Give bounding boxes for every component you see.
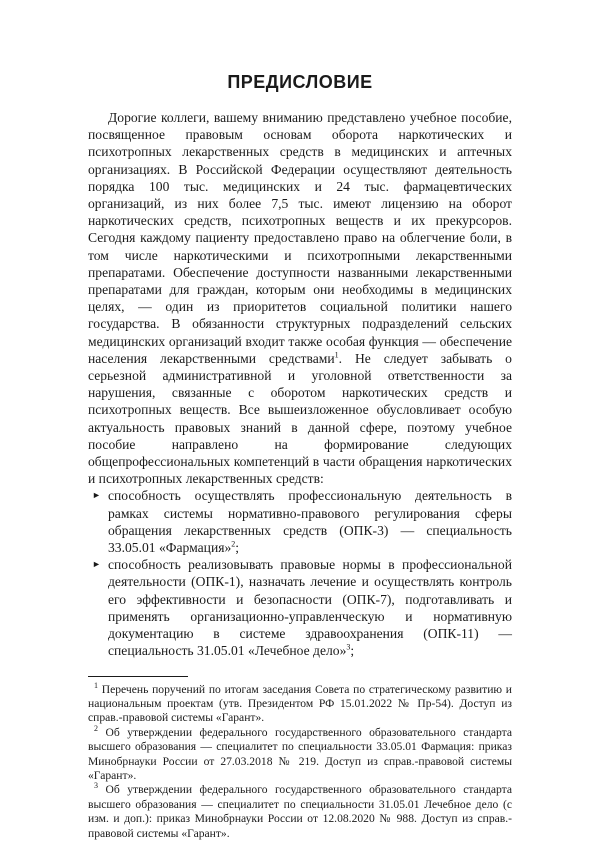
footnote-num: 2	[94, 723, 98, 733]
competency-end: ;	[235, 540, 240, 556]
triangle-bullet-icon: ►	[92, 559, 101, 570]
competency-text: способность реализовывать правовые нормы в профессиональной деятельности (ОПК-1), назначать лечение и осуществлять контроль его эффективности и безопасности (ОПК-7), подготавливать и применять организационно-управленческую и нормативную документацию в системе здравоохранения (ОПК-11) — специальность 31.05.01 «Лечебное дело»	[108, 557, 512, 659]
footnote-text: Об утверждении федерального государственного образовательного стандарта высшего образования — специалитет по специальности 33.05.01 Фармация: приказ Минобрнауки России от 27.03.2018 № 219. Доступ из справ.-правовой системы «Гарант».	[88, 725, 512, 782]
page-title: ПРЕДИСЛОВИЕ	[227, 72, 373, 92]
footnote-ref-1: 1	[334, 350, 339, 360]
list-item	[88, 556, 512, 659]
list-item	[88, 487, 512, 556]
intro-paragraph-part2: . Не следует забывать о серьезной административной и уголовной ответственности за нарушения, связанные с оборотом наркотических средств и психотропных веществ. Все вышеизложенное обусловливает особую актуальность правовых знаний в данной сфере, поэтому учебное пособие направлено на формирование следующих общепрофессиональных компетенций в части обращения наркотических и психотропных лекарственных средств:	[88, 350, 512, 487]
footnote-1	[88, 680, 512, 726]
footnote-ref-3: 3	[346, 642, 351, 652]
footnotes	[88, 680, 512, 841]
footnote-separator	[88, 676, 188, 677]
footnote-text: Об утверждении федерального государственного образовательного стандарта высшего образования — специалитет по специальности 31.05.01 Лечебное дело (с изм. и доп.): приказ Минобрнауки России от 12.08.2020 № 988. Доступ из справ.-правовой системы «Гарант».	[88, 783, 512, 840]
footnote-num: 3	[94, 781, 98, 791]
competency-end: ;	[350, 643, 355, 659]
main-text	[88, 109, 512, 660]
intro-paragraph-part1: Дорогие коллеги, вашему вниманию представлено учебное пособие, посвященное правовым основам оборота наркотических и психотропных лекарственных средств в медицинских и аптечных организациях. В Российской Федерации осуществляют деятельность порядка 100 тыс. медицинских и 24 тыс. фармацевтических организаций, из них более 7,5 тыс. имеют лицензию на оборот наркотических средств, психотропных веществ и их прекурсоров. Сегодня каждому пациенту предоставлено право на облегчение боли, в том числе наркотическими и психотропными лекарственными препаратами. Обеспечение доступности названными лекарственными препаратами для граждан, которым они необходимы в медицинских целях, — один из приоритетов социальной политики нашего государства. В обязанности структурных подразделений сельских медицинских организаций входит также особая функция — обеспечение населения лекарственными средствами	[88, 110, 512, 366]
footnote-num: 1	[94, 680, 98, 690]
intro-paragraph	[88, 109, 512, 487]
competency-text: способность осуществлять профессиональную деятельность в рамках системы нормативно-правового регулирования сферы обращения лекарственных средств (ОПК-3) — специальность 33.05.01 «Фармация»	[108, 488, 512, 556]
competency-list	[88, 487, 512, 659]
footnote-ref-2: 2	[231, 539, 236, 549]
triangle-bullet-icon: ►	[92, 490, 101, 501]
footnote-3	[88, 783, 512, 841]
footnote-2	[88, 723, 512, 784]
footnote-text: Перечень поручений по итогам заседания Совета по стратегическому развитию и национальным проектам (утв. Президентом РФ 15.01.2022 № Пр-54). Доступ из справ.-правовой системы «Гарант».	[88, 682, 512, 725]
